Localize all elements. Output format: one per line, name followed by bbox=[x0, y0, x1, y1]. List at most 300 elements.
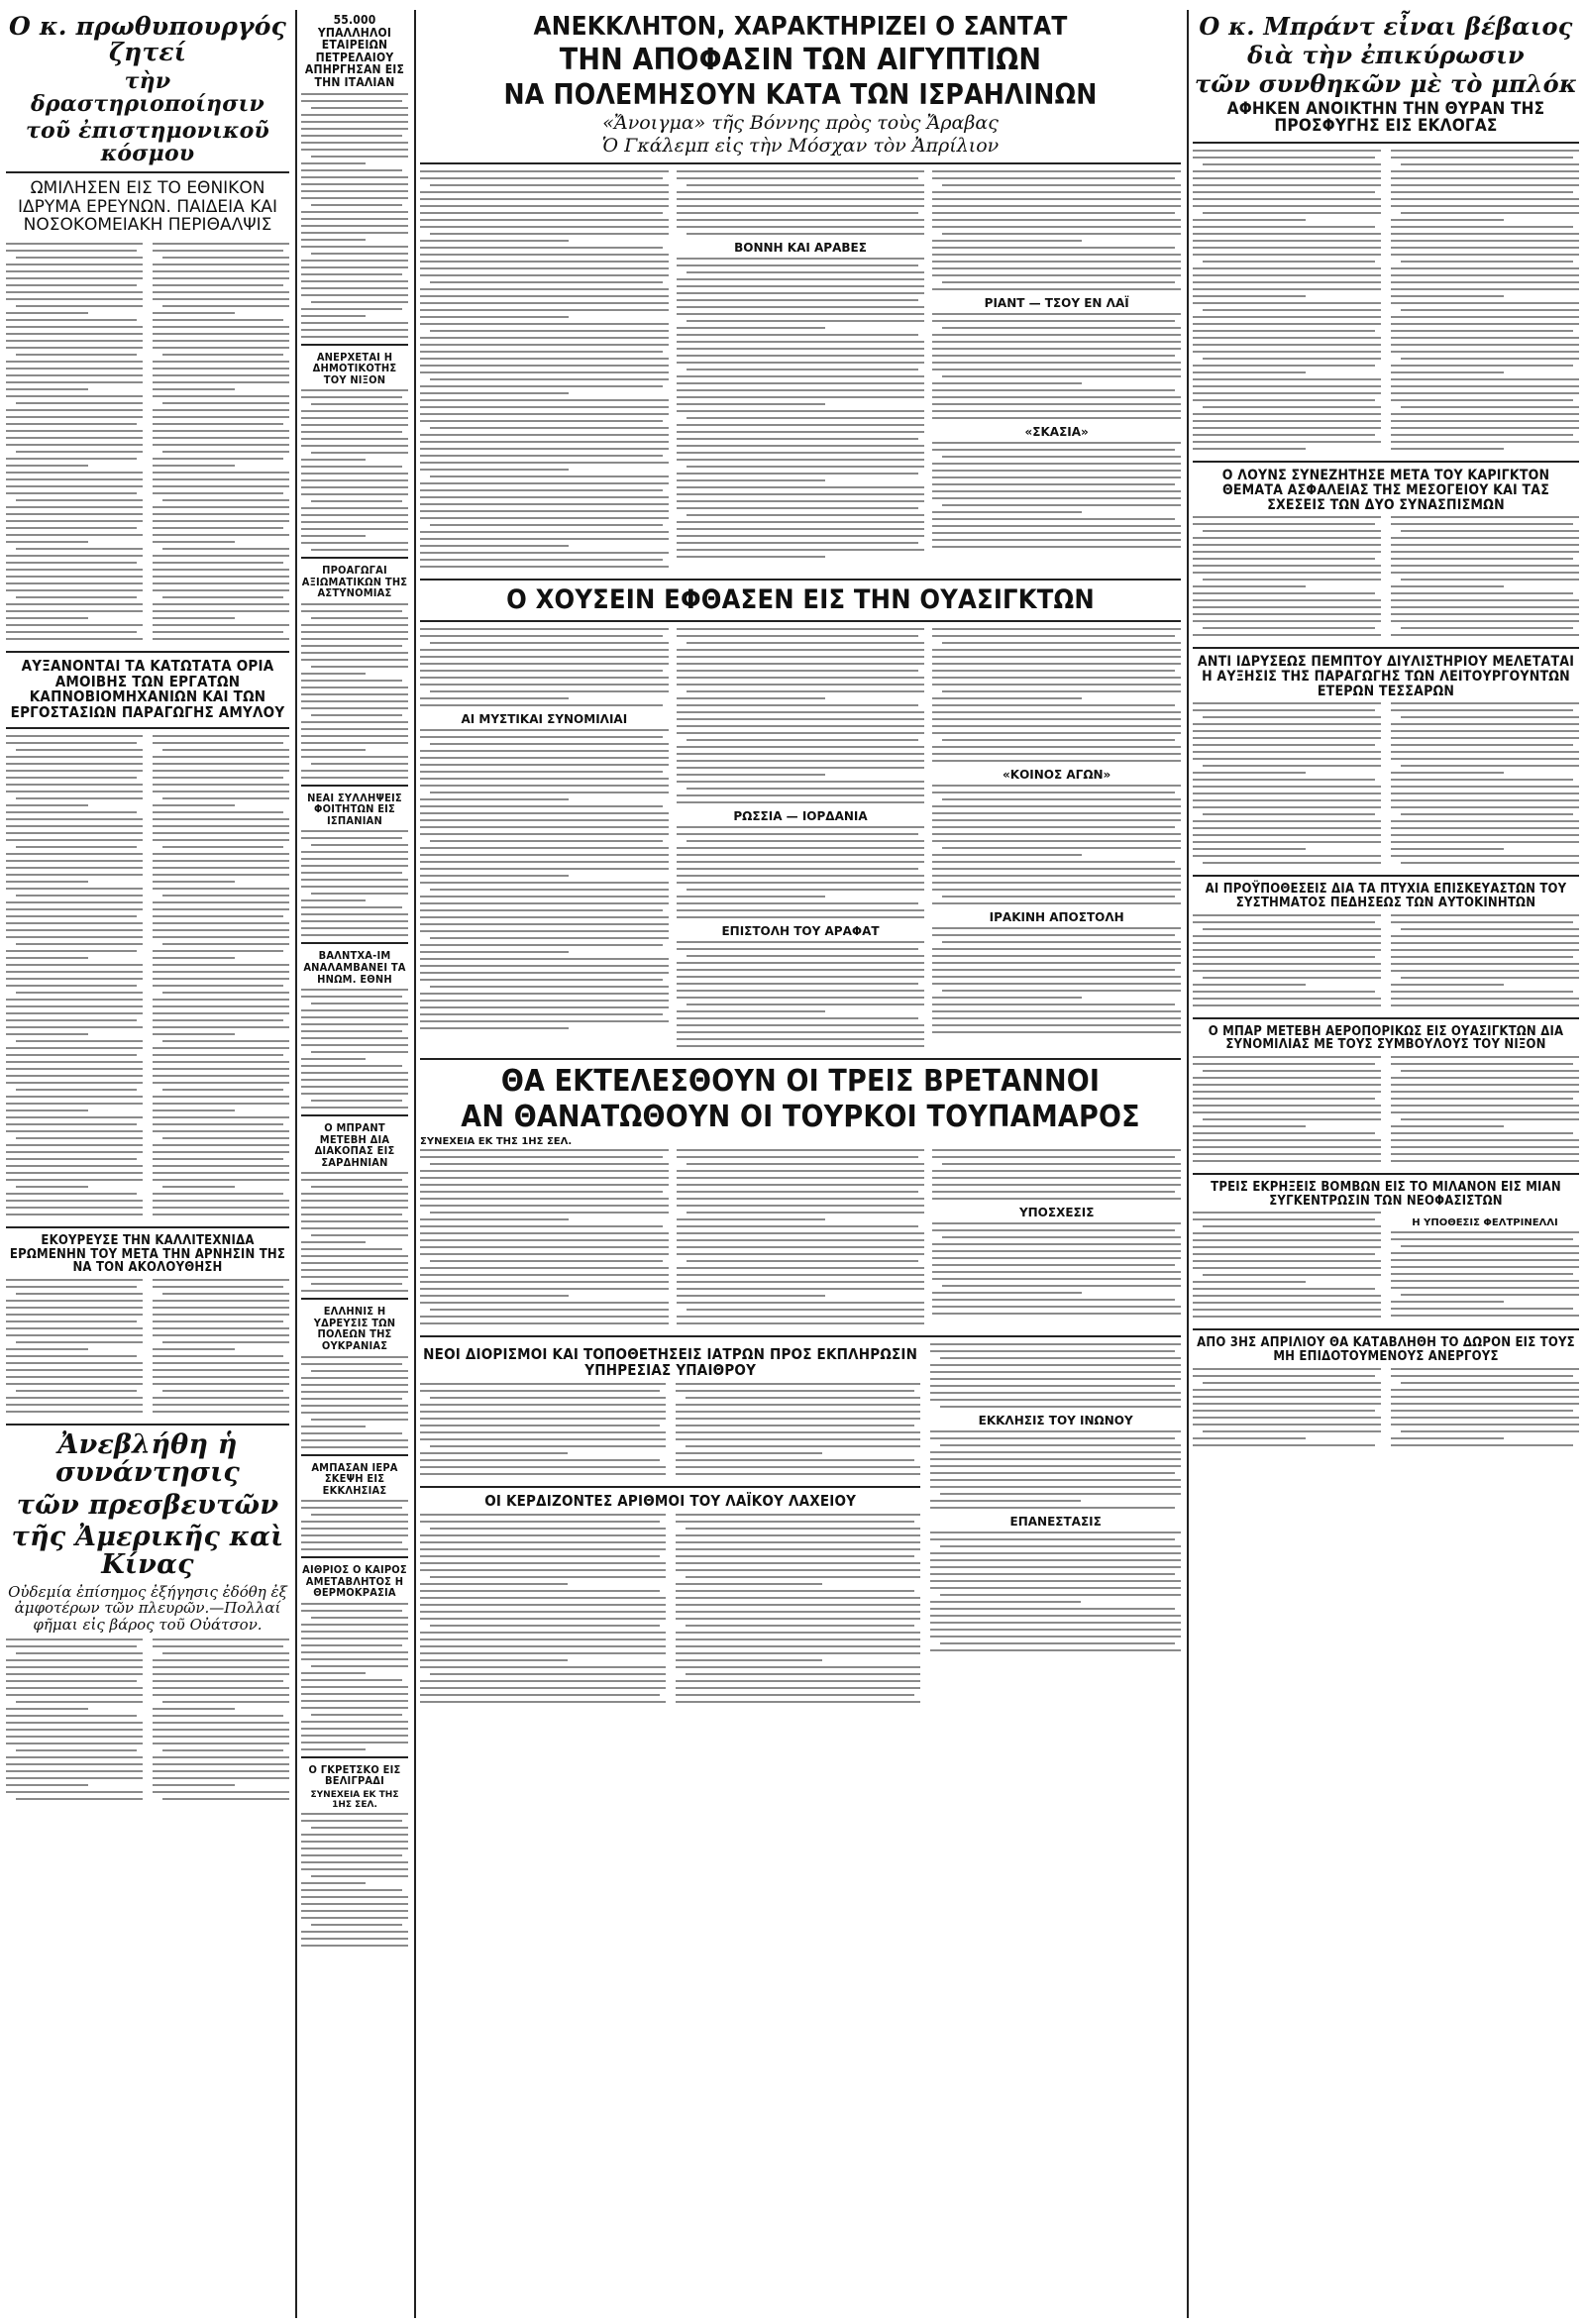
text-block bbox=[1391, 1231, 1579, 1317]
text-line bbox=[6, 1179, 143, 1181]
text-line bbox=[153, 444, 289, 446]
text-line bbox=[677, 473, 919, 475]
text-line bbox=[6, 1109, 88, 1111]
subheadline-galeb: Ὁ Γκάλεμπ εἰς τὴν Μόσχαν τὸν Ἀπρίλιον bbox=[601, 135, 1000, 158]
text-line bbox=[930, 1566, 1181, 1568]
text-line bbox=[932, 861, 1175, 863]
text-line bbox=[153, 1777, 289, 1779]
text-line bbox=[1391, 1238, 1573, 1240]
text-line bbox=[420, 1156, 663, 1158]
text-line bbox=[420, 868, 669, 870]
text-line bbox=[301, 1009, 408, 1011]
text-line bbox=[162, 1749, 283, 1751]
text-line bbox=[6, 582, 143, 584]
text-line bbox=[677, 1177, 925, 1179]
text-line bbox=[153, 1743, 289, 1744]
text-line bbox=[1193, 1125, 1306, 1127]
text-line bbox=[153, 922, 289, 924]
text-line bbox=[301, 851, 408, 853]
text-line bbox=[420, 736, 663, 738]
text-line bbox=[677, 341, 925, 343]
text-line bbox=[677, 278, 925, 280]
text-line bbox=[311, 204, 402, 206]
text-line bbox=[1391, 281, 1579, 283]
text-line bbox=[153, 250, 283, 252]
text-line bbox=[6, 735, 143, 737]
text-line bbox=[420, 1452, 568, 1454]
text-line bbox=[1193, 792, 1381, 794]
text-line bbox=[430, 233, 669, 235]
text-line bbox=[677, 403, 825, 405]
text-line bbox=[420, 510, 669, 512]
text-line bbox=[677, 452, 925, 454]
text-line bbox=[420, 482, 669, 484]
text-line bbox=[301, 466, 402, 468]
section-heading: ΡΩΣΣΙΑ — ΙΟΡΔΑΝΙΑ bbox=[733, 809, 868, 824]
text-line bbox=[1193, 523, 1375, 525]
text-line bbox=[1203, 1225, 1381, 1227]
text-line bbox=[301, 1248, 402, 1250]
text-line bbox=[1401, 813, 1573, 815]
text-line bbox=[6, 1743, 143, 1744]
text-line bbox=[153, 1193, 283, 1195]
text-block bbox=[677, 170, 925, 235]
text-line bbox=[676, 1687, 921, 1689]
text-line bbox=[676, 1521, 915, 1523]
text-line bbox=[301, 1534, 408, 1536]
text-line bbox=[932, 1004, 1175, 1005]
text-line bbox=[1193, 834, 1381, 836]
text-line bbox=[153, 777, 283, 779]
text-line bbox=[301, 1227, 408, 1229]
text-line bbox=[677, 781, 925, 783]
text-line bbox=[420, 413, 669, 415]
text-line bbox=[1193, 1146, 1381, 1148]
headline-sadat-line3: ΝΑ ΠΟΛΕΜΗΣΟΥΝ ΚΑΤΑ ΤΩΝ ΙΣΡΑΗΛΙΝΩΝ bbox=[503, 77, 1098, 111]
text-line bbox=[153, 576, 289, 578]
text-line bbox=[153, 527, 283, 529]
text-line bbox=[6, 381, 143, 383]
text-line bbox=[677, 976, 925, 978]
text-line bbox=[677, 962, 925, 964]
text-line bbox=[153, 437, 289, 439]
text-line bbox=[940, 1493, 1181, 1495]
text-line bbox=[153, 1123, 283, 1125]
text-line bbox=[6, 1411, 143, 1413]
text-line bbox=[6, 1005, 143, 1007]
text-line bbox=[1391, 1266, 1579, 1268]
text-line bbox=[930, 1500, 1081, 1502]
text-line bbox=[930, 1559, 1181, 1561]
text-line bbox=[420, 1253, 669, 1255]
text-line bbox=[677, 847, 925, 849]
text-line bbox=[942, 847, 1181, 849]
text-line bbox=[6, 319, 137, 321]
text-block bbox=[932, 1222, 1181, 1315]
article-body bbox=[301, 389, 408, 551]
headline-spain-arrests: ΝΕΑΙ ΣΥΛΛΗΨΕΙΣ ΦΟΙΤΗΤΩΝ ΕΙΣ ΙΣΠΑΝΙΑΝ bbox=[307, 791, 402, 827]
text-line bbox=[311, 301, 408, 303]
text-line bbox=[687, 514, 925, 516]
text-line bbox=[677, 1225, 919, 1227]
divider bbox=[6, 1226, 289, 1228]
text-line bbox=[6, 638, 143, 640]
text-line bbox=[301, 1193, 408, 1195]
text-line bbox=[930, 1364, 1181, 1366]
text-line bbox=[301, 542, 408, 544]
headline-britons-line2: ΑΝ ΘΑΝΑΤΩΘΟΥΝ ΟΙ ΤΟΥΡΚΟΙ ΤΟΥΠΑΜΑΡΟΣ bbox=[461, 1099, 1140, 1134]
text-line bbox=[1391, 523, 1573, 525]
text-line bbox=[1193, 330, 1375, 332]
text-line bbox=[6, 534, 143, 536]
text-line bbox=[6, 513, 143, 515]
text-line bbox=[1203, 1274, 1381, 1276]
text-line bbox=[420, 778, 669, 780]
text-line bbox=[687, 369, 919, 370]
text-line bbox=[930, 1343, 1181, 1345]
text-block bbox=[932, 927, 1181, 1033]
text-line bbox=[1391, 1139, 1579, 1141]
text-line bbox=[430, 792, 669, 793]
text-block bbox=[677, 258, 925, 558]
text-block bbox=[677, 628, 925, 803]
text-line bbox=[930, 1472, 1175, 1474]
text-line bbox=[6, 1327, 143, 1329]
text-line bbox=[932, 205, 1181, 207]
text-line bbox=[420, 1383, 666, 1385]
text-line bbox=[420, 489, 663, 491]
text-line bbox=[311, 1514, 408, 1516]
text-line bbox=[932, 962, 1181, 964]
article-sadat-body bbox=[420, 170, 1181, 573]
text-line bbox=[153, 1327, 289, 1329]
text-line bbox=[153, 1638, 289, 1640]
text-line bbox=[301, 858, 408, 860]
text-line bbox=[153, 631, 283, 633]
text-line bbox=[1193, 288, 1381, 290]
text-line bbox=[1391, 254, 1579, 256]
text-line bbox=[6, 860, 143, 862]
text-line bbox=[930, 1465, 1181, 1467]
text-line bbox=[301, 673, 366, 675]
text-line bbox=[1203, 1382, 1381, 1384]
text-line bbox=[6, 1376, 143, 1378]
text-line bbox=[1193, 1302, 1381, 1304]
text-line bbox=[420, 663, 669, 665]
text-block bbox=[420, 729, 669, 1029]
text-line bbox=[932, 532, 1181, 534]
text-line bbox=[677, 1288, 925, 1290]
text-line bbox=[932, 628, 1181, 630]
text-line bbox=[932, 882, 1181, 884]
text-line bbox=[676, 1604, 921, 1606]
text-line bbox=[6, 1214, 143, 1215]
text-line bbox=[1391, 606, 1579, 608]
text-line bbox=[420, 448, 669, 450]
section-heading: ΙΡΑΚΙΝΗ ΑΠΟΣΤΟΛΗ bbox=[989, 910, 1124, 925]
text-line bbox=[930, 1608, 1175, 1610]
text-line bbox=[6, 957, 88, 959]
text-line bbox=[301, 777, 408, 779]
text-line bbox=[6, 1061, 143, 1063]
text-line bbox=[1193, 392, 1381, 394]
text-line bbox=[6, 1715, 137, 1717]
headline-ambassadors-line3: τῆς Ἀμερικῆς καὶ Κίνας bbox=[11, 1521, 284, 1581]
text-line bbox=[932, 1156, 1175, 1158]
text-line bbox=[420, 351, 663, 353]
text-line bbox=[932, 746, 1181, 748]
text-line bbox=[1391, 1287, 1579, 1289]
text-line bbox=[677, 556, 825, 558]
text-line bbox=[1193, 1004, 1381, 1006]
text-line bbox=[677, 362, 925, 364]
text-line bbox=[687, 1004, 925, 1005]
text-line bbox=[1193, 1160, 1381, 1162]
text-line bbox=[932, 955, 1181, 957]
text-line bbox=[6, 1666, 143, 1668]
text-line bbox=[311, 763, 408, 765]
text-line bbox=[1193, 240, 1381, 242]
text-line bbox=[932, 1198, 1181, 1200]
text-line bbox=[677, 663, 925, 665]
text-line bbox=[311, 1617, 408, 1619]
text-line bbox=[1401, 358, 1579, 360]
text-line bbox=[676, 1618, 921, 1620]
text-line bbox=[153, 908, 289, 910]
text-line bbox=[153, 1144, 289, 1146]
text-line bbox=[6, 929, 143, 931]
text-line bbox=[932, 812, 1181, 814]
text-line bbox=[677, 767, 925, 769]
text-line bbox=[153, 298, 289, 300]
text-line bbox=[1391, 592, 1573, 594]
text-line bbox=[420, 750, 669, 752]
text-line bbox=[1193, 585, 1306, 587]
text-line bbox=[301, 1172, 408, 1174]
text-line bbox=[677, 948, 919, 950]
headline-ukraine-water: ΕΛΛΗΝΙΣ Η ΥΔΡΕΥΣΙΣ ΤΩΝ ΠΟΛΕΩΝ ΤΗΣ ΟΥΚΡΑΝΙΑΣ bbox=[313, 1305, 396, 1352]
text-line bbox=[6, 243, 143, 245]
text-line bbox=[301, 1624, 408, 1626]
text-line bbox=[16, 1701, 143, 1703]
text-block bbox=[1391, 150, 1579, 455]
text-line bbox=[932, 1170, 1181, 1172]
text-line bbox=[162, 1186, 235, 1188]
text-line bbox=[301, 149, 408, 151]
text-line bbox=[16, 943, 143, 945]
text-line bbox=[153, 333, 289, 335]
text-line bbox=[1391, 949, 1579, 951]
text-line bbox=[6, 520, 143, 522]
divider bbox=[420, 162, 1181, 164]
text-line bbox=[6, 811, 137, 813]
text-line bbox=[153, 735, 289, 737]
text-line bbox=[676, 1694, 915, 1696]
lower-center-left bbox=[420, 1343, 920, 1707]
text-line bbox=[1391, 1098, 1573, 1100]
text-line bbox=[420, 1618, 666, 1620]
text-line bbox=[1401, 530, 1579, 532]
text-line bbox=[153, 1715, 283, 1717]
text-line bbox=[420, 177, 663, 179]
text-line bbox=[687, 690, 925, 692]
text-line bbox=[677, 170, 925, 172]
text-line bbox=[420, 854, 669, 856]
text-line bbox=[6, 881, 88, 883]
text-line bbox=[420, 1590, 660, 1592]
article-body bbox=[301, 603, 408, 779]
text-line bbox=[1193, 281, 1381, 283]
text-line bbox=[932, 711, 1181, 713]
text-line bbox=[6, 1054, 137, 1056]
text-line bbox=[153, 472, 289, 474]
text-line bbox=[1391, 399, 1573, 401]
headline-doctors: ΝΕΟΙ ΔΙΟΡΙΣΜΟΙ ΚΑΙ ΤΟΠΟΘΕΤΗΣΕΙΣ ΙΑΤΡΩΝ ΠΡΟΣ ΕΚΠΛΗΡΩΣΙΝ ΥΠΗΡΕΣΙΑΣ ΥΠΑΙΘΡΟΥ bbox=[423, 1345, 918, 1380]
text-line bbox=[420, 1555, 660, 1557]
article-body bbox=[301, 1603, 408, 1750]
text-line bbox=[153, 513, 289, 515]
text-line bbox=[677, 983, 919, 985]
text-line bbox=[301, 239, 366, 241]
text-line bbox=[420, 972, 669, 974]
text-line bbox=[1193, 219, 1306, 221]
divider bbox=[6, 171, 289, 173]
text-line bbox=[1391, 730, 1579, 732]
text-line bbox=[930, 1371, 1181, 1373]
text-line bbox=[930, 1601, 1081, 1603]
text-line bbox=[420, 302, 669, 304]
text-line bbox=[932, 170, 1181, 172]
text-line bbox=[932, 753, 1181, 755]
text-line bbox=[1193, 935, 1381, 937]
text-line bbox=[932, 313, 1181, 315]
text-line bbox=[932, 476, 1181, 478]
text-line bbox=[420, 198, 669, 200]
text-line bbox=[1391, 1301, 1504, 1303]
text-line bbox=[932, 389, 1175, 391]
text-line bbox=[420, 254, 669, 256]
text-line bbox=[677, 549, 925, 551]
text-line bbox=[420, 455, 663, 457]
text-line bbox=[153, 1369, 289, 1371]
text-line bbox=[6, 374, 143, 376]
text-line bbox=[6, 1096, 143, 1098]
text-line bbox=[153, 1061, 289, 1063]
text-line bbox=[677, 459, 925, 461]
text-line bbox=[301, 121, 408, 123]
text-line bbox=[153, 915, 283, 917]
text-line bbox=[1193, 1403, 1381, 1405]
text-line bbox=[6, 312, 88, 314]
text-line bbox=[153, 1179, 289, 1181]
text-line bbox=[1193, 1396, 1381, 1398]
text-line bbox=[162, 305, 289, 307]
divider bbox=[301, 1454, 408, 1456]
text-line bbox=[420, 1666, 666, 1668]
continuation-note: ΣΥΝΕΧΕΙΑ ΕΚ ΤΗΣ 1ΗΣ ΣΕΛ. bbox=[310, 1789, 399, 1810]
text-line bbox=[932, 191, 1181, 193]
text-block bbox=[153, 243, 289, 645]
text-line bbox=[420, 344, 669, 346]
text-line bbox=[677, 794, 925, 796]
text-line bbox=[153, 1376, 289, 1378]
text-line bbox=[420, 1687, 666, 1689]
text-line bbox=[153, 1791, 289, 1793]
text-line bbox=[420, 882, 669, 884]
text-block bbox=[932, 442, 1181, 548]
text-line bbox=[420, 1191, 663, 1193]
text-line bbox=[153, 804, 235, 806]
text-line bbox=[1391, 330, 1573, 332]
text-line bbox=[1193, 344, 1381, 346]
text-line bbox=[420, 771, 663, 773]
text-line bbox=[1193, 371, 1306, 373]
text-line bbox=[311, 1370, 408, 1372]
divider bbox=[1193, 142, 1579, 144]
text-line bbox=[6, 763, 143, 765]
text-line bbox=[162, 1089, 283, 1091]
text-line bbox=[932, 442, 1181, 444]
text-line bbox=[420, 226, 669, 228]
divider bbox=[301, 785, 408, 787]
text-line bbox=[301, 1290, 408, 1292]
text-line bbox=[932, 670, 1175, 672]
text-line bbox=[1391, 274, 1579, 276]
text-line bbox=[6, 777, 137, 779]
text-line bbox=[420, 1438, 666, 1440]
text-line bbox=[1193, 702, 1381, 704]
text-line bbox=[677, 801, 925, 803]
text-line bbox=[6, 361, 143, 363]
text-line bbox=[153, 1404, 289, 1406]
text-line bbox=[420, 1466, 666, 1468]
text-line bbox=[153, 874, 289, 876]
text-line bbox=[6, 1103, 143, 1105]
text-line bbox=[1391, 1105, 1579, 1107]
text-line bbox=[16, 548, 143, 550]
text-line bbox=[6, 1673, 143, 1675]
text-line bbox=[301, 1903, 408, 1905]
text-line bbox=[311, 1186, 408, 1188]
text-line bbox=[1193, 1232, 1381, 1234]
text-line bbox=[1391, 302, 1579, 304]
text-line bbox=[301, 1693, 408, 1695]
text-line bbox=[932, 684, 1181, 686]
text-block bbox=[153, 735, 289, 1220]
text-line bbox=[301, 1728, 408, 1730]
headline-pm-line2: τὴν δραστηριοποίησιν bbox=[31, 67, 264, 117]
text-line bbox=[942, 690, 1181, 692]
text-line bbox=[420, 1694, 660, 1696]
text-line bbox=[932, 1184, 1181, 1186]
text-line bbox=[932, 997, 1081, 999]
text-line bbox=[1193, 157, 1375, 158]
text-line bbox=[420, 819, 669, 821]
text-line bbox=[153, 950, 283, 952]
text-line bbox=[162, 402, 289, 404]
divider bbox=[301, 1298, 408, 1300]
text-line bbox=[6, 437, 143, 439]
text-line bbox=[1391, 1444, 1573, 1446]
text-line bbox=[6, 1320, 137, 1322]
text-line bbox=[301, 528, 408, 530]
text-line bbox=[301, 1044, 408, 1046]
text-line bbox=[430, 743, 669, 745]
text-line bbox=[1193, 551, 1381, 553]
text-line bbox=[153, 395, 289, 397]
text-line bbox=[676, 1473, 921, 1475]
divider bbox=[301, 1114, 408, 1116]
